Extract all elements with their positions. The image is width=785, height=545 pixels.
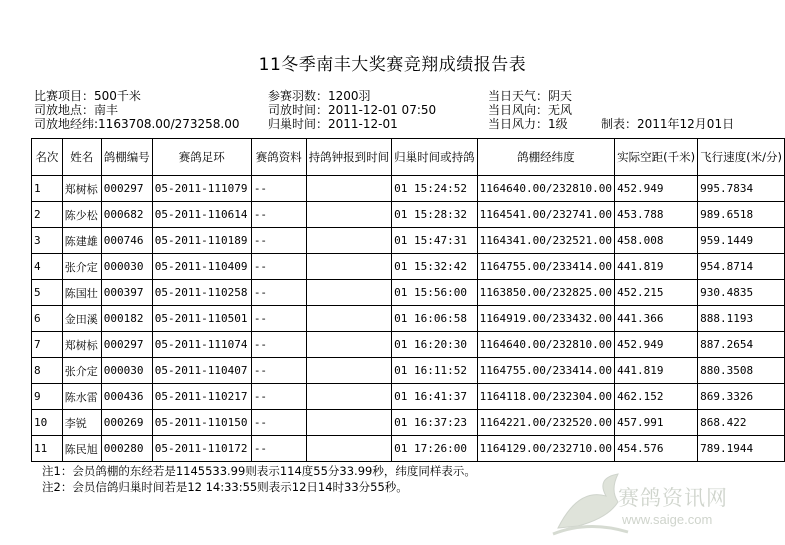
table-cell: 000297 — [101, 176, 152, 202]
table-cell: 888.1193 — [698, 306, 785, 332]
race-item: 比赛项目：500千米 — [34, 89, 141, 103]
table-cell: 441.819 — [615, 358, 698, 384]
table-cell: 4 — [32, 254, 63, 280]
table-cell: 01 15:28:32 — [392, 202, 478, 228]
entry-count: 参赛羽数：1200羽 — [268, 89, 371, 103]
table-cell: 10 — [32, 410, 63, 436]
table-cell: -- — [251, 358, 306, 384]
info-right — [488, 89, 572, 131]
table-cell: 000269 — [101, 410, 152, 436]
table-row — [32, 436, 785, 462]
table-cell: 01 16:20:30 — [392, 332, 478, 358]
release-time: 司放时间：2011-12-01 07:50 — [268, 103, 437, 117]
report-date: 制表：2011年12月01日 — [601, 117, 735, 131]
table-cell: 1164919.00/233432.00 — [477, 306, 615, 332]
table-row — [32, 254, 785, 280]
return-date: 归巢时间：2011-12-01 — [268, 117, 398, 131]
table-cell: -- — [251, 280, 306, 306]
table-cell: 869.3326 — [698, 384, 785, 410]
column-header: 鸽棚编号 — [101, 139, 152, 176]
column-header: 归巢时间或持鸽 — [392, 139, 478, 176]
table-header-row — [32, 139, 785, 176]
wind-force: 当日风力：1级 — [488, 117, 568, 131]
table-cell — [306, 254, 392, 280]
table-cell: 457.991 — [615, 410, 698, 436]
table-cell: 05-2011-110172 — [152, 436, 251, 462]
table-cell: 1163850.00/232825.00 — [477, 280, 615, 306]
footnotes — [42, 463, 476, 495]
table-cell: 959.1449 — [698, 228, 785, 254]
table-cell: 1164755.00/233414.00 — [477, 254, 615, 280]
table-cell: 05-2011-110409 — [152, 254, 251, 280]
report-title: 11冬季南丰大奖赛竞翔成绩报告表 — [258, 55, 527, 75]
table-cell: 01 15:24:52 — [392, 176, 478, 202]
table-cell: 930.4835 — [698, 280, 785, 306]
table-cell: 01 15:32:42 — [392, 254, 478, 280]
table-cell: 452.215 — [615, 280, 698, 306]
table-cell: 05-2011-110189 — [152, 228, 251, 254]
table-body — [32, 176, 785, 462]
table-cell: 01 17:26:00 — [392, 436, 478, 462]
table-cell: 05-2011-110150 — [152, 410, 251, 436]
table-row — [32, 228, 785, 254]
table-cell — [306, 410, 392, 436]
watermark-url: www.saige.com — [622, 512, 713, 527]
table-cell: 995.7834 — [698, 176, 785, 202]
table-cell: 452.949 — [615, 176, 698, 202]
table-cell: 1164341.00/232521.00 — [477, 228, 615, 254]
table-cell: 陈水雷 — [62, 384, 101, 410]
table-cell: 453.788 — [615, 202, 698, 228]
table-cell: 01 16:37:23 — [392, 410, 478, 436]
table-cell: 1164755.00/233414.00 — [477, 358, 615, 384]
table-cell: -- — [251, 202, 306, 228]
table-cell: 000397 — [101, 280, 152, 306]
table-cell: 887.2654 — [698, 332, 785, 358]
table-cell: 441.366 — [615, 306, 698, 332]
table-cell: 05-2011-110501 — [152, 306, 251, 332]
table-cell: 陈建雄 — [62, 228, 101, 254]
table-row — [32, 202, 785, 228]
table-cell: 01 15:56:00 — [392, 280, 478, 306]
table-cell: 868.422 — [698, 410, 785, 436]
table-cell: 1164640.00/232810.00 — [477, 176, 615, 202]
results-table — [31, 138, 785, 462]
table-cell: -- — [251, 306, 306, 332]
table-cell: 01 16:06:58 — [392, 306, 478, 332]
table-cell: 01 16:11:52 — [392, 358, 478, 384]
table-cell: 1164221.00/232520.00 — [477, 410, 615, 436]
table-cell: 000030 — [101, 254, 152, 280]
table-cell: 05-2011-110407 — [152, 358, 251, 384]
table-row — [32, 410, 785, 436]
table-row — [32, 332, 785, 358]
table-cell — [306, 358, 392, 384]
column-header: 飞行速度(米/分) — [698, 139, 785, 176]
table-cell: 454.576 — [615, 436, 698, 462]
table-cell: 000436 — [101, 384, 152, 410]
table-cell: -- — [251, 254, 306, 280]
table-cell: 1 — [32, 176, 63, 202]
table-cell: -- — [251, 176, 306, 202]
table-cell — [306, 280, 392, 306]
table-cell: 张介定 — [62, 254, 101, 280]
wind-direction: 当日风向：无风 — [488, 103, 573, 117]
table-cell: 05-2011-110217 — [152, 384, 251, 410]
table-cell: 11 — [32, 436, 63, 462]
table-cell: 954.8714 — [698, 254, 785, 280]
table-cell: -- — [251, 384, 306, 410]
table-cell: 452.949 — [615, 332, 698, 358]
table-cell: 000280 — [101, 436, 152, 462]
table-cell: 1164640.00/232810.00 — [477, 332, 615, 358]
table-cell: 7 — [32, 332, 63, 358]
table-cell: 6 — [32, 306, 63, 332]
table-cell — [306, 306, 392, 332]
table-cell: 000682 — [101, 202, 152, 228]
table-cell: 陈国壮 — [62, 280, 101, 306]
release-coordinates: 司放地经纬:1163708.00/273258.00 — [34, 117, 240, 131]
table-cell: 郑树标 — [62, 332, 101, 358]
table-cell: 789.1944 — [698, 436, 785, 462]
column-header: 名次 — [32, 139, 63, 176]
note-1: 注1：会员鸽棚的东经若是1145533.99则表示114度55分33.99秒，纬度同样表示。 — [42, 464, 476, 478]
table-cell: 8 — [32, 358, 63, 384]
table-row — [32, 306, 785, 332]
table-cell: 05-2011-111079 — [152, 176, 251, 202]
table-cell: 000030 — [101, 358, 152, 384]
weather: 当日天气：阴天 — [488, 89, 573, 103]
table-cell: 000746 — [101, 228, 152, 254]
table-cell — [306, 384, 392, 410]
table-cell: 000182 — [101, 306, 152, 332]
table-cell: 1164129.00/232710.00 — [477, 436, 615, 462]
table-cell: 01 16:41:37 — [392, 384, 478, 410]
watermark-text: 赛鸽资讯网 — [618, 486, 728, 510]
table-cell — [306, 202, 392, 228]
table-row — [32, 384, 785, 410]
info-mid — [268, 89, 436, 131]
table-cell — [306, 332, 392, 358]
table-cell: 989.6518 — [698, 202, 785, 228]
table-row — [32, 280, 785, 306]
table-cell: 05-2011-110258 — [152, 280, 251, 306]
note-2: 注2：会员信鸽归巢时间若是12 14:33:55则表示12日14时33分55秒。 — [42, 480, 408, 494]
table-cell: 陈民旭 — [62, 436, 101, 462]
table-cell: -- — [251, 436, 306, 462]
column-header: 鸽棚经纬度 — [477, 139, 615, 176]
column-header: 赛鸽足环 — [152, 139, 251, 176]
table-cell: 05-2011-111074 — [152, 332, 251, 358]
table-cell: 郑树标 — [62, 176, 101, 202]
table-cell: 458.008 — [615, 228, 698, 254]
info-left — [34, 89, 240, 131]
table-cell — [306, 436, 392, 462]
table-cell: 441.819 — [615, 254, 698, 280]
column-header: 姓名 — [62, 139, 101, 176]
column-header: 持鸽钟报到时间 — [306, 139, 392, 176]
table-cell: 9 — [32, 384, 63, 410]
table-cell: 李锐 — [62, 410, 101, 436]
table-cell: 2 — [32, 202, 63, 228]
table-cell: 1164541.00/232741.00 — [477, 202, 615, 228]
table-cell: 462.152 — [615, 384, 698, 410]
table-row — [32, 176, 785, 202]
release-location: 司放地点：南丰 — [34, 103, 119, 117]
table-cell — [306, 228, 392, 254]
column-header: 实际空距(千米) — [615, 139, 698, 176]
table-cell: -- — [251, 410, 306, 436]
table-cell — [306, 176, 392, 202]
table-cell: -- — [251, 332, 306, 358]
table-cell: 05-2011-110614 — [152, 202, 251, 228]
table-cell: 5 — [32, 280, 63, 306]
table-cell: 1164118.00/232304.00 — [477, 384, 615, 410]
column-header: 赛鸽资料 — [251, 139, 306, 176]
table-cell: 01 15:47:31 — [392, 228, 478, 254]
table-cell: 金田溪 — [62, 306, 101, 332]
table-row — [32, 358, 785, 384]
table-cell: 000297 — [101, 332, 152, 358]
table-cell: 张介定 — [62, 358, 101, 384]
table-cell: 880.3508 — [698, 358, 785, 384]
table-cell: 3 — [32, 228, 63, 254]
table-cell: 陈少松 — [62, 202, 101, 228]
table-cell: -- — [251, 228, 306, 254]
